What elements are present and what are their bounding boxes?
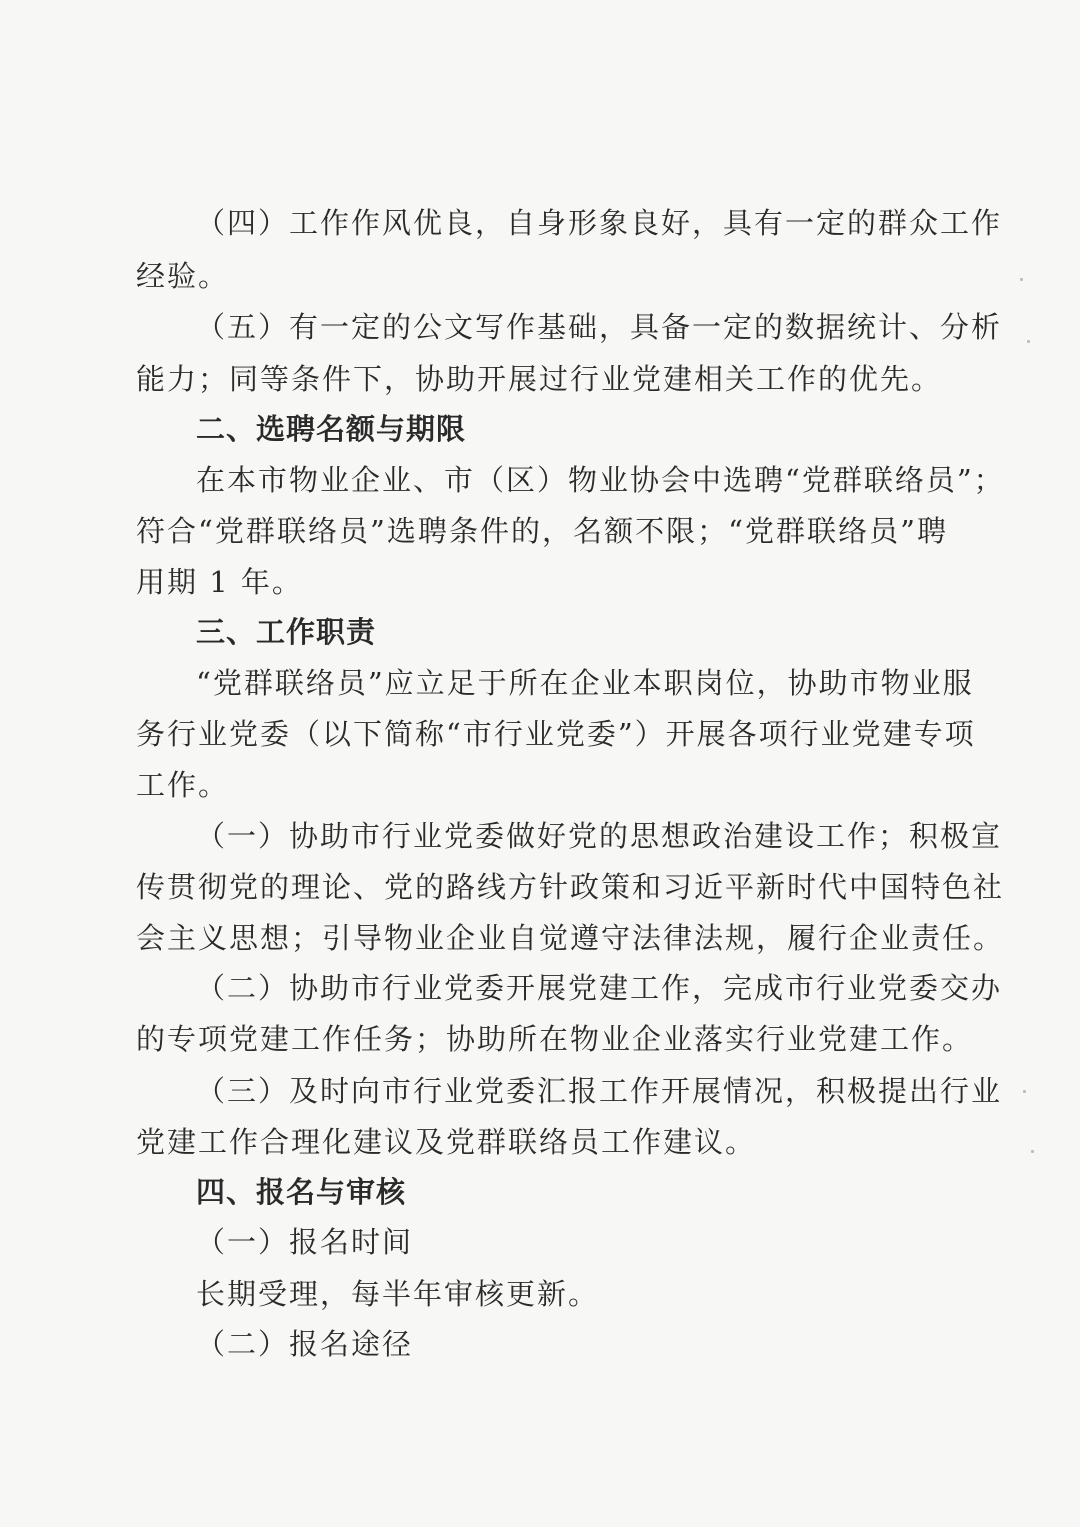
paragraph-line: 的专项党建工作任务；协助所在物业企业落实行业党建工作。 [136,1022,974,1056]
paragraph-line: 党建工作合理化建议及党群联络员工作建议。 [136,1125,757,1159]
paragraph-line: “党群联络员”应立足于所在企业本职岗位，协助市物业服 [196,666,974,700]
paragraph-line: 经验。 [136,259,230,293]
paragraph-line: 务行业党委（以下简称“市行业党委”）开展各项行业党建专项 [136,717,976,751]
paragraph-line: 工作。 [136,768,230,802]
paragraph-line: （三）及时向市行业党委汇报工作开展情况，积极提出行业 [196,1074,1003,1108]
paragraph-line: 能力；同等条件下，协助开展过行业党建相关工作的优先。 [136,362,943,396]
paragraph-line: （四）工作作风优良，自身形象良好，具有一定的群众工作 [196,206,1003,240]
paragraph-line: 长期受理，每半年审核更新。 [196,1277,600,1311]
section-heading: 二、选聘名额与期限 [196,412,467,446]
section-heading: 三、工作职责 [196,615,377,649]
subsection-heading: （二）报名途径 [196,1327,414,1361]
subsection-heading: （一）报名时间 [196,1225,414,1259]
paragraph-line: 在本市物业企业、市（区）物业协会中选聘“党群联络员”； [196,463,1005,497]
paragraph-line: 符合“党群联络员”选聘条件的，名额不限；“党群联络员”聘 [136,514,948,548]
scan-speck [1031,1150,1034,1153]
scan-speck [1020,278,1023,281]
paragraph-line: 用期 1 年。 [136,565,303,599]
paragraph-line: （五）有一定的公文写作基础，具备一定的数据统计、分析 [196,310,1003,344]
section-heading: 四、报名与审核 [196,1175,407,1209]
paragraph-line: （二）协助市行业党委开展党建工作，完成市行业党委交办 [196,971,1003,1005]
scan-speck [1023,1090,1026,1093]
paragraph-line: （一）协助市行业党委做好党的思想政治建设工作；积极宣 [196,819,1003,853]
scan-speck [1027,340,1030,343]
paragraph-line: 传贯彻党的理论、党的路线方针政策和习近平新时代中国特色社 [136,870,1005,904]
paragraph-line: 会主义思想；引导物业企业自觉遵守法律法规，履行企业责任。 [136,921,1005,955]
